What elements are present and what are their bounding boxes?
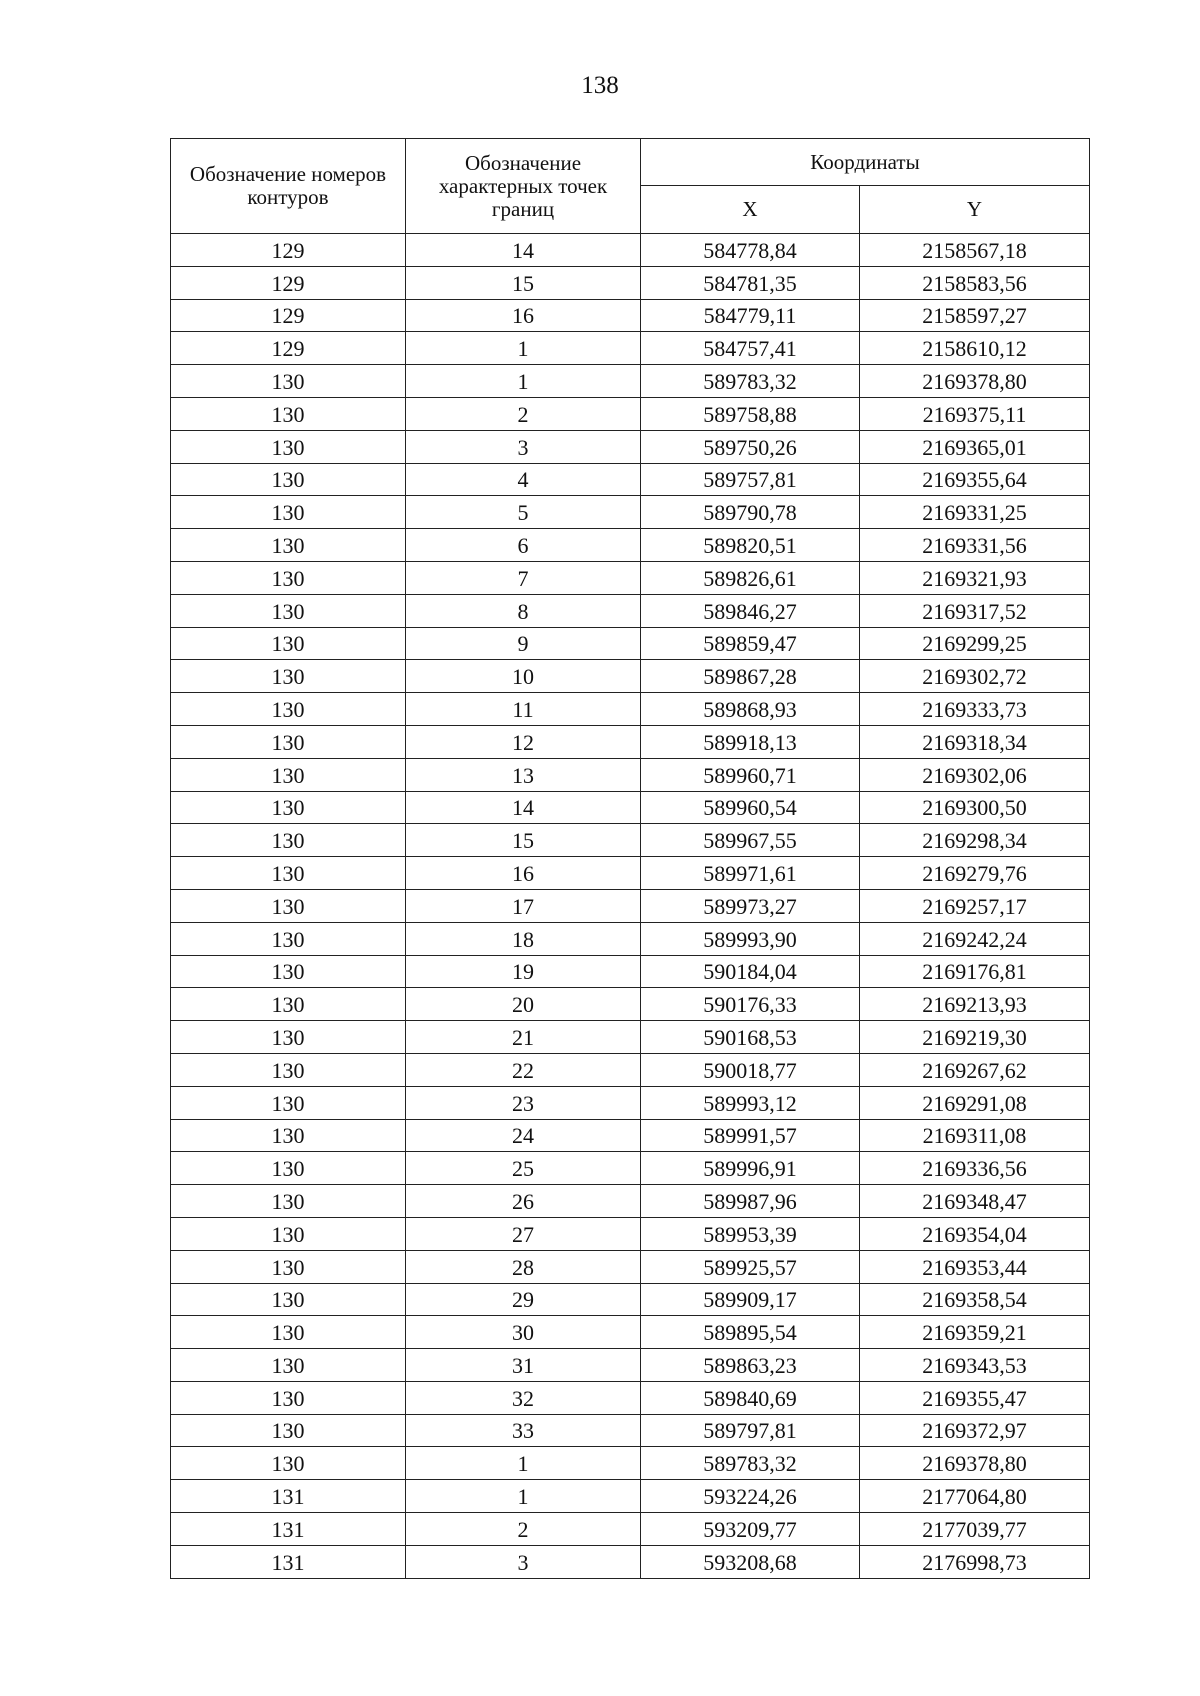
table-row: [171, 1086, 1090, 1119]
table-row: [171, 266, 1090, 299]
point-number-cell: 25: [406, 1152, 641, 1185]
point-number-cell: 12: [406, 725, 641, 758]
y-coordinate-cell: 2169257,17: [860, 889, 1090, 922]
contour-number-cell: 131: [171, 1480, 406, 1513]
x-coordinate-cell: 589960,54: [641, 791, 860, 824]
x-coordinate-cell: 589925,57: [641, 1250, 860, 1283]
contour-number-cell: 130: [171, 529, 406, 562]
table-row: [171, 922, 1090, 955]
point-number-cell: 11: [406, 693, 641, 726]
point-number-cell: 2: [406, 397, 641, 430]
x-coordinate-cell: 589757,81: [641, 463, 860, 496]
table-row: [171, 1414, 1090, 1447]
table-row: [171, 955, 1090, 988]
y-coordinate-cell: 2169343,53: [860, 1349, 1090, 1382]
y-coordinate-cell: 2169348,47: [860, 1185, 1090, 1218]
point-number-cell: 17: [406, 889, 641, 922]
contour-number-cell: 130: [171, 922, 406, 955]
point-number-cell: 15: [406, 824, 641, 857]
y-coordinate-cell: 2158567,18: [860, 234, 1090, 267]
table-body: [171, 234, 1090, 1579]
y-coordinate-cell: 2169331,25: [860, 496, 1090, 529]
table-row: [171, 1381, 1090, 1414]
x-coordinate-cell: 589790,78: [641, 496, 860, 529]
point-number-cell: 27: [406, 1217, 641, 1250]
contour-number-cell: 130: [171, 594, 406, 627]
point-number-cell: 14: [406, 234, 641, 267]
x-coordinate-cell: 584779,11: [641, 299, 860, 332]
header-x: X: [641, 186, 860, 234]
x-coordinate-cell: 589846,27: [641, 594, 860, 627]
x-coordinate-cell: 589797,81: [641, 1414, 860, 1447]
contour-number-cell: 131: [171, 1545, 406, 1578]
table-row: [171, 725, 1090, 758]
table-row: [171, 1119, 1090, 1152]
x-coordinate-cell: 589840,69: [641, 1381, 860, 1414]
contour-number-cell: 130: [171, 824, 406, 857]
point-number-cell: 1: [406, 1480, 641, 1513]
y-coordinate-cell: 2169359,21: [860, 1316, 1090, 1349]
y-coordinate-cell: 2169333,73: [860, 693, 1090, 726]
x-coordinate-cell: 590176,33: [641, 988, 860, 1021]
x-coordinate-cell: 589750,26: [641, 430, 860, 463]
contour-number-cell: 130: [171, 988, 406, 1021]
contour-number-cell: 129: [171, 332, 406, 365]
y-coordinate-cell: 2169298,34: [860, 824, 1090, 857]
y-coordinate-cell: 2158610,12: [860, 332, 1090, 365]
contour-number-cell: 130: [171, 1381, 406, 1414]
coordinates-table: [170, 138, 1090, 1579]
x-coordinate-cell: 593208,68: [641, 1545, 860, 1578]
x-coordinate-cell: 584757,41: [641, 332, 860, 365]
x-coordinate-cell: 589820,51: [641, 529, 860, 562]
point-number-cell: 9: [406, 627, 641, 660]
table-row: [171, 1185, 1090, 1218]
point-number-cell: 23: [406, 1086, 641, 1119]
point-number-cell: 1: [406, 332, 641, 365]
table-row: [171, 1316, 1090, 1349]
point-number-cell: 26: [406, 1185, 641, 1218]
y-coordinate-cell: 2169317,52: [860, 594, 1090, 627]
y-coordinate-cell: 2169300,50: [860, 791, 1090, 824]
y-coordinate-cell: 2177039,77: [860, 1513, 1090, 1546]
y-coordinate-cell: 2169291,08: [860, 1086, 1090, 1119]
contour-number-cell: 130: [171, 496, 406, 529]
contour-number-cell: 130: [171, 857, 406, 890]
point-number-cell: 7: [406, 561, 641, 594]
point-number-cell: 16: [406, 299, 641, 332]
table-row: [171, 889, 1090, 922]
point-number-cell: 14: [406, 791, 641, 824]
contour-number-cell: 131: [171, 1513, 406, 1546]
y-coordinate-cell: 2169279,76: [860, 857, 1090, 890]
contour-number-cell: 130: [171, 1185, 406, 1218]
x-coordinate-cell: 584781,35: [641, 266, 860, 299]
y-coordinate-cell: 2169378,80: [860, 1447, 1090, 1480]
point-number-cell: 30: [406, 1316, 641, 1349]
y-coordinate-cell: 2169372,97: [860, 1414, 1090, 1447]
table-row: [171, 824, 1090, 857]
header-boundary-points: Обозначение характерных точек границ: [406, 139, 641, 234]
point-number-cell: 22: [406, 1053, 641, 1086]
table-row: [171, 1283, 1090, 1316]
contour-number-cell: 130: [171, 1152, 406, 1185]
point-number-cell: 2: [406, 1513, 641, 1546]
x-coordinate-cell: 593224,26: [641, 1480, 860, 1513]
x-coordinate-cell: 589783,32: [641, 1447, 860, 1480]
x-coordinate-cell: 589895,54: [641, 1316, 860, 1349]
x-coordinate-cell: 589996,91: [641, 1152, 860, 1185]
point-number-cell: 16: [406, 857, 641, 890]
point-number-cell: 4: [406, 463, 641, 496]
y-coordinate-cell: 2177064,80: [860, 1480, 1090, 1513]
y-coordinate-cell: 2169321,93: [860, 561, 1090, 594]
x-coordinate-cell: 589993,90: [641, 922, 860, 955]
table-row: [171, 857, 1090, 890]
table-row: [171, 594, 1090, 627]
contour-number-cell: 130: [171, 1119, 406, 1152]
x-coordinate-cell: 589826,61: [641, 561, 860, 594]
x-coordinate-cell: 589918,13: [641, 725, 860, 758]
y-coordinate-cell: 2169336,56: [860, 1152, 1090, 1185]
y-coordinate-cell: 2169331,56: [860, 529, 1090, 562]
table-row: [171, 397, 1090, 430]
x-coordinate-cell: 589863,23: [641, 1349, 860, 1382]
table-row: [171, 1349, 1090, 1382]
point-number-cell: 3: [406, 430, 641, 463]
y-coordinate-cell: 2169213,93: [860, 988, 1090, 1021]
contour-number-cell: 130: [171, 725, 406, 758]
table-row: [171, 1217, 1090, 1250]
table-row: [171, 758, 1090, 791]
table-row: [171, 561, 1090, 594]
point-number-cell: 33: [406, 1414, 641, 1447]
point-number-cell: 20: [406, 988, 641, 1021]
table-row: [171, 332, 1090, 365]
y-coordinate-cell: 2169354,04: [860, 1217, 1090, 1250]
contour-number-cell: 130: [171, 463, 406, 496]
table-row: [171, 1447, 1090, 1480]
x-coordinate-cell: 589783,32: [641, 365, 860, 398]
point-number-cell: 28: [406, 1250, 641, 1283]
table-row: [171, 299, 1090, 332]
x-coordinate-cell: 589987,96: [641, 1185, 860, 1218]
point-number-cell: 3: [406, 1545, 641, 1578]
contour-number-cell: 130: [171, 693, 406, 726]
contour-number-cell: 130: [171, 1053, 406, 1086]
contour-number-cell: 130: [171, 430, 406, 463]
x-coordinate-cell: 589960,71: [641, 758, 860, 791]
x-coordinate-cell: 590168,53: [641, 1021, 860, 1054]
point-number-cell: 21: [406, 1021, 641, 1054]
contour-number-cell: 130: [171, 1250, 406, 1283]
y-coordinate-cell: 2169311,08: [860, 1119, 1090, 1152]
x-coordinate-cell: 589909,17: [641, 1283, 860, 1316]
table-row: [171, 627, 1090, 660]
point-number-cell: 32: [406, 1381, 641, 1414]
point-number-cell: 13: [406, 758, 641, 791]
contour-number-cell: 130: [171, 365, 406, 398]
x-coordinate-cell: 589859,47: [641, 627, 860, 660]
point-number-cell: 10: [406, 660, 641, 693]
contour-number-cell: 130: [171, 561, 406, 594]
x-coordinate-cell: 590018,77: [641, 1053, 860, 1086]
x-coordinate-cell: 589868,93: [641, 693, 860, 726]
contour-number-cell: 129: [171, 234, 406, 267]
x-coordinate-cell: 589991,57: [641, 1119, 860, 1152]
contour-number-cell: 130: [171, 955, 406, 988]
y-coordinate-cell: 2169299,25: [860, 627, 1090, 660]
y-coordinate-cell: 2169302,06: [860, 758, 1090, 791]
x-coordinate-cell: 589973,27: [641, 889, 860, 922]
contour-number-cell: 130: [171, 1021, 406, 1054]
contour-number-cell: 130: [171, 758, 406, 791]
table-row: [171, 1513, 1090, 1546]
table-row: [171, 463, 1090, 496]
y-coordinate-cell: 2169358,54: [860, 1283, 1090, 1316]
y-coordinate-cell: 2158597,27: [860, 299, 1090, 332]
header-y: Y: [860, 186, 1090, 234]
y-coordinate-cell: 2169378,80: [860, 365, 1090, 398]
y-coordinate-cell: 2169365,01: [860, 430, 1090, 463]
x-coordinate-cell: 589993,12: [641, 1086, 860, 1119]
x-coordinate-cell: 584778,84: [641, 234, 860, 267]
x-coordinate-cell: 593209,77: [641, 1513, 860, 1546]
contour-number-cell: 130: [171, 1316, 406, 1349]
x-coordinate-cell: 589867,28: [641, 660, 860, 693]
table-row: [171, 791, 1090, 824]
y-coordinate-cell: 2169355,64: [860, 463, 1090, 496]
contour-number-cell: 130: [171, 1283, 406, 1316]
contour-number-cell: 130: [171, 791, 406, 824]
y-coordinate-cell: 2169219,30: [860, 1021, 1090, 1054]
x-coordinate-cell: 589971,61: [641, 857, 860, 890]
table-row: [171, 1152, 1090, 1185]
x-coordinate-cell: 589758,88: [641, 397, 860, 430]
contour-number-cell: 130: [171, 1217, 406, 1250]
table-row: [171, 988, 1090, 1021]
x-coordinate-cell: 590184,04: [641, 955, 860, 988]
table-row: [171, 1545, 1090, 1578]
table-row: [171, 1053, 1090, 1086]
y-coordinate-cell: 2169375,11: [860, 397, 1090, 430]
contour-number-cell: 130: [171, 889, 406, 922]
contour-number-cell: 130: [171, 1447, 406, 1480]
contour-number-cell: 130: [171, 660, 406, 693]
point-number-cell: 19: [406, 955, 641, 988]
x-coordinate-cell: 589953,39: [641, 1217, 860, 1250]
contour-number-cell: 129: [171, 266, 406, 299]
point-number-cell: 24: [406, 1119, 641, 1152]
contour-number-cell: 130: [171, 397, 406, 430]
contour-number-cell: 130: [171, 1349, 406, 1382]
table-row: [171, 529, 1090, 562]
page-number: 138: [581, 72, 619, 99]
y-coordinate-cell: 2158583,56: [860, 266, 1090, 299]
point-number-cell: 18: [406, 922, 641, 955]
y-coordinate-cell: 2169176,81: [860, 955, 1090, 988]
table-row: [171, 1480, 1090, 1513]
point-number-cell: 15: [406, 266, 641, 299]
x-coordinate-cell: 589967,55: [641, 824, 860, 857]
y-coordinate-cell: 2169353,44: [860, 1250, 1090, 1283]
contour-number-cell: 130: [171, 1086, 406, 1119]
point-number-cell: 8: [406, 594, 641, 627]
point-number-cell: 29: [406, 1283, 641, 1316]
table-row: [171, 693, 1090, 726]
y-coordinate-cell: 2169318,34: [860, 725, 1090, 758]
y-coordinate-cell: 2176998,73: [860, 1545, 1090, 1578]
y-coordinate-cell: 2169242,24: [860, 922, 1090, 955]
point-number-cell: 1: [406, 365, 641, 398]
point-number-cell: 5: [406, 496, 641, 529]
table-row: [171, 1250, 1090, 1283]
contour-number-cell: 129: [171, 299, 406, 332]
point-number-cell: 1: [406, 1447, 641, 1480]
y-coordinate-cell: 2169355,47: [860, 1381, 1090, 1414]
contour-number-cell: 130: [171, 627, 406, 660]
point-number-cell: 31: [406, 1349, 641, 1382]
header-contour-number: Обозначение номеров контуров: [171, 139, 406, 234]
y-coordinate-cell: 2169302,72: [860, 660, 1090, 693]
table-row: [171, 365, 1090, 398]
contour-number-cell: 130: [171, 1414, 406, 1447]
table-row: [171, 234, 1090, 267]
table-row: [171, 1021, 1090, 1054]
table-row: [171, 430, 1090, 463]
y-coordinate-cell: 2169267,62: [860, 1053, 1090, 1086]
table-row: [171, 496, 1090, 529]
header-coordinates: Координаты: [641, 139, 1090, 186]
table-row: [171, 660, 1090, 693]
point-number-cell: 6: [406, 529, 641, 562]
